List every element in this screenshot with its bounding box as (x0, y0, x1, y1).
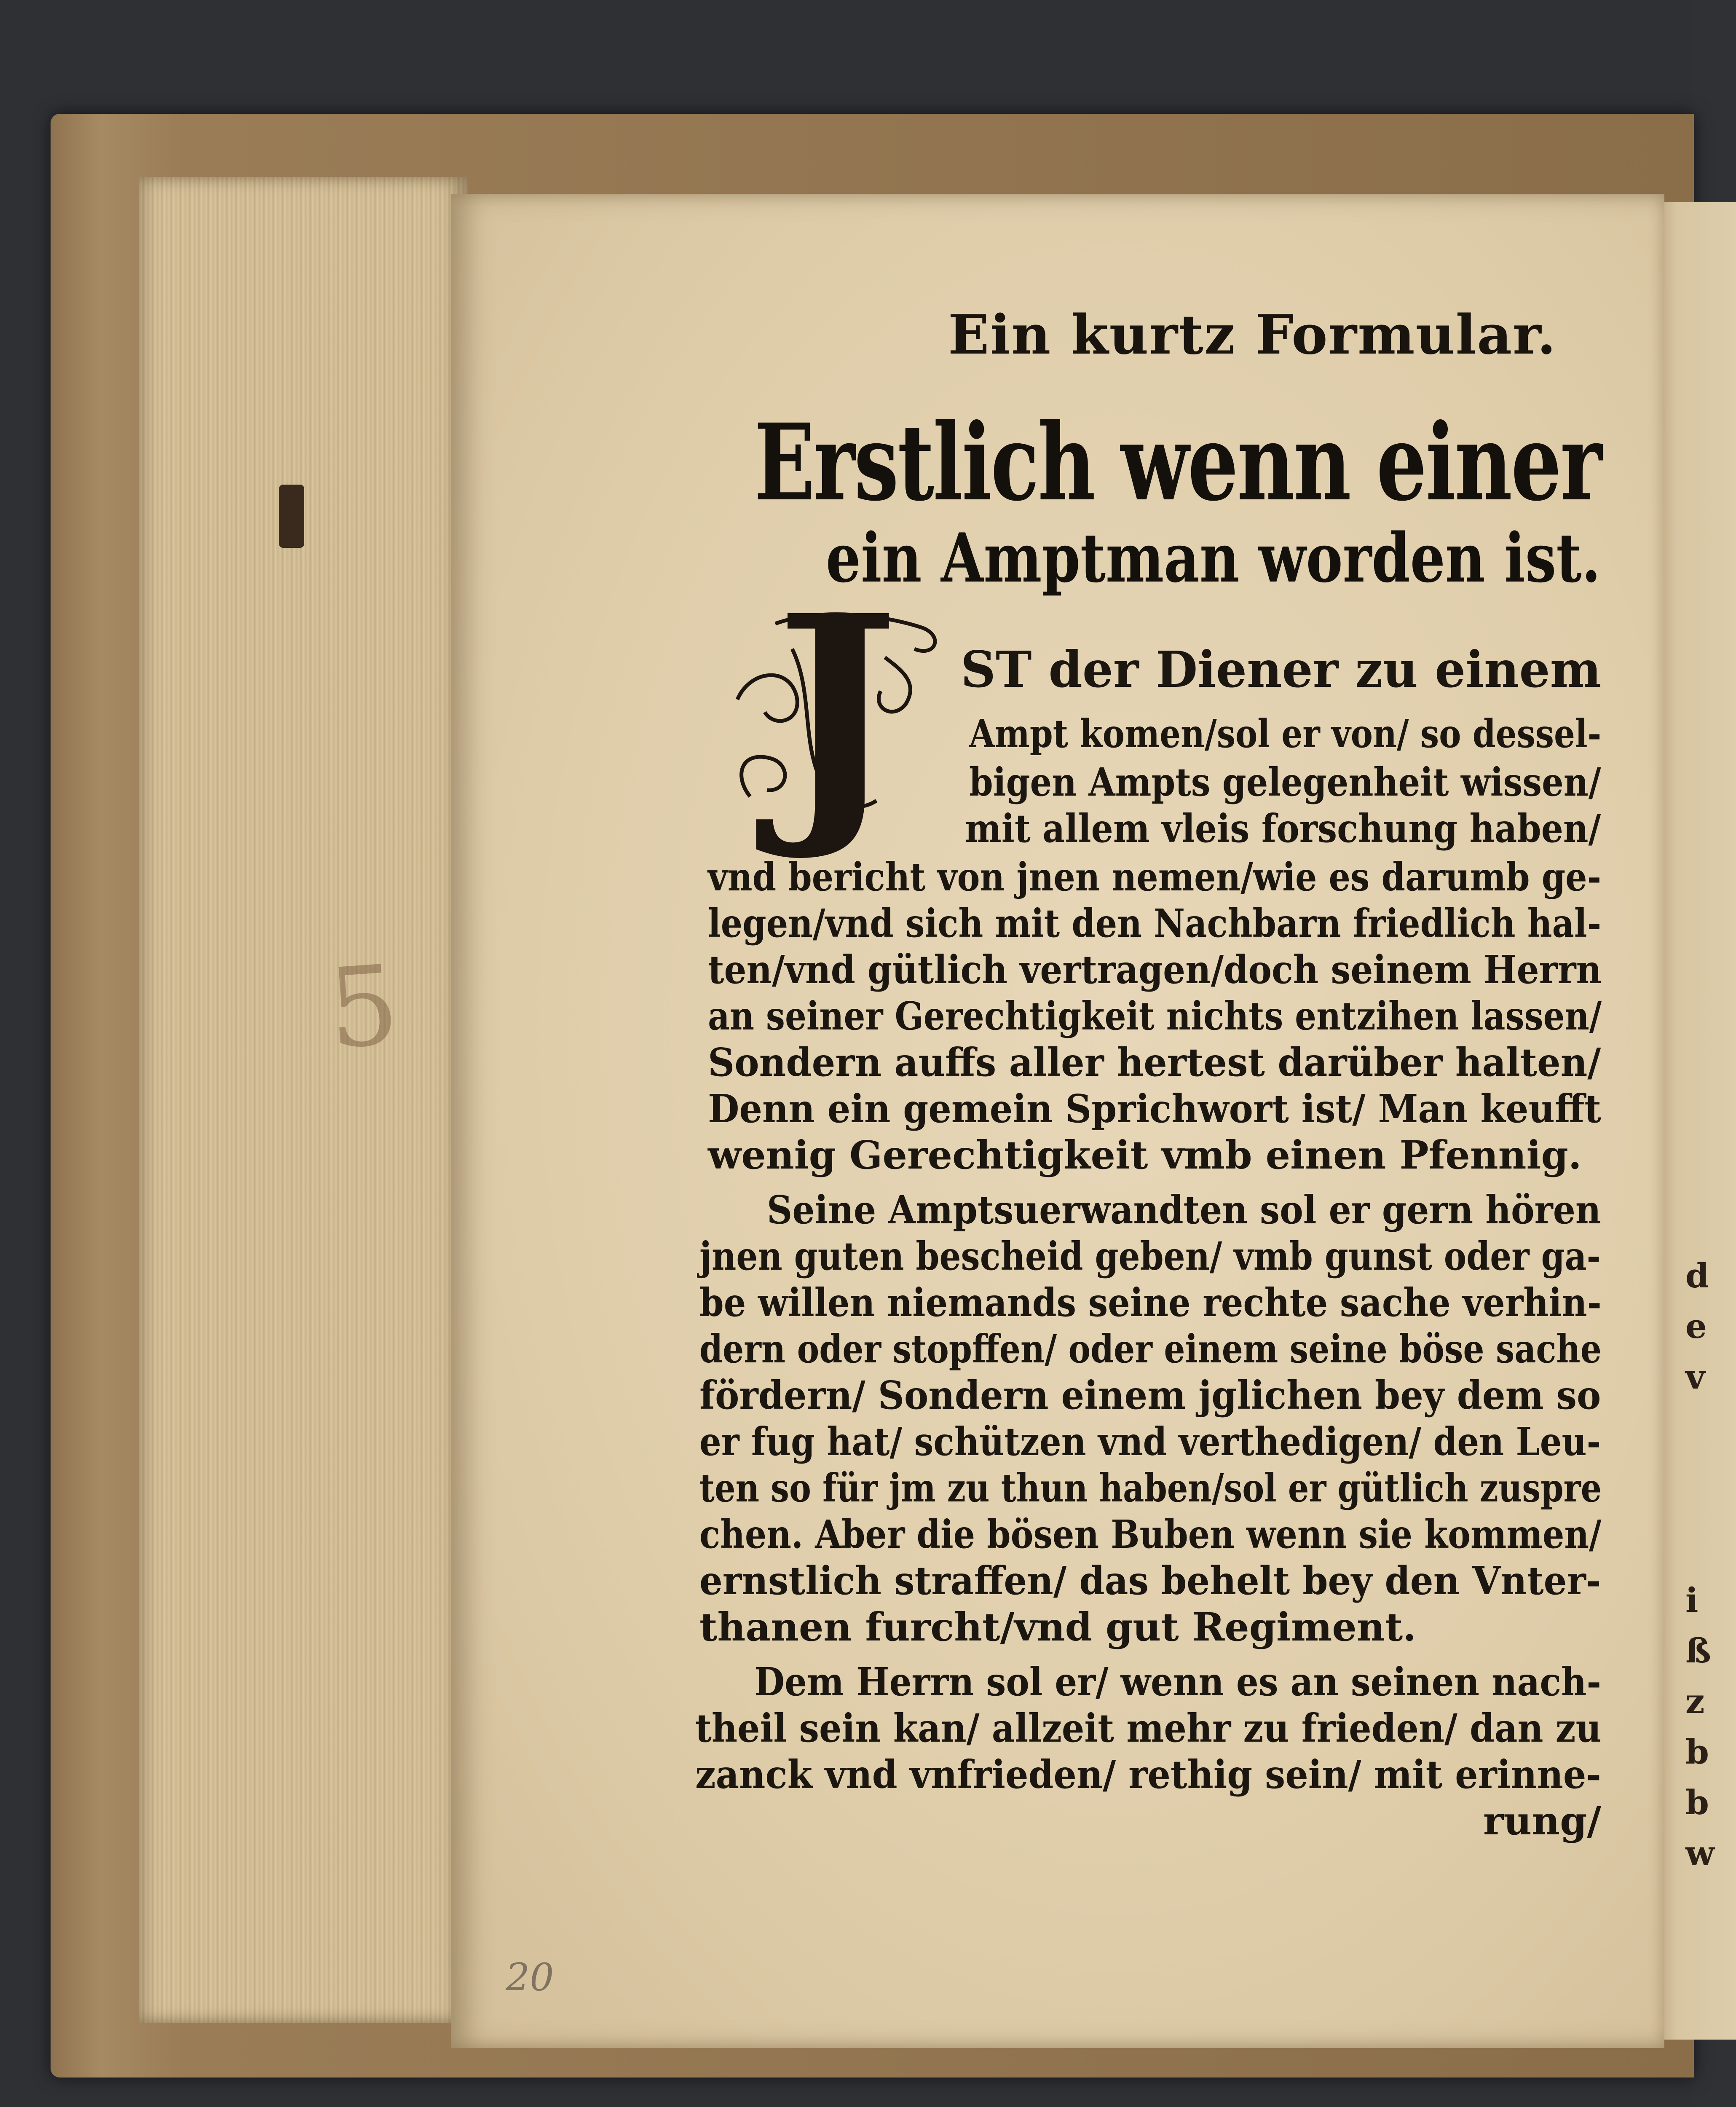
catchword: rung/ (1483, 1798, 1601, 1844)
text-line: Dem Herrn sol er/ wenn es an seinen nach- (754, 1659, 1601, 1705)
text-line: Seine Amptsuerwandten sol er gern hören (767, 1187, 1601, 1233)
facing-glyph: v (1685, 1357, 1705, 1397)
handwritten-mark: 5 (324, 941, 403, 1074)
running-head: Ein kurtz Formular. (948, 303, 1557, 367)
text-line: be willen niemands seine rechte sache verhin- (699, 1280, 1602, 1325)
text-line: dern oder stopffen/ oder einem seine böse sache (699, 1326, 1602, 1372)
text-line: wenig Gerechtigkeit vmb einen Pfennig. (708, 1132, 1582, 1178)
text-line: Ampt komen/sol er von/ so dessel- (969, 711, 1602, 756)
text-line: er fug hat/ schützen vnd verthedigen/ den Leu- (699, 1419, 1601, 1464)
text-line: Sondern auffs aller hertest darüber halten/ (708, 1040, 1601, 1085)
facing-glyph: d (1685, 1256, 1709, 1295)
facing-page (1652, 202, 1736, 2040)
facing-glyph: e (1685, 1306, 1707, 1346)
ink-stain (279, 485, 304, 548)
text-line: thanen furcht/vnd gut Regiment. (699, 1604, 1417, 1650)
text-line: fördern/ Sondern einem jglichen bey dem so (699, 1372, 1601, 1418)
chapter-title-line-1: Erstlich wenn einer (754, 400, 1601, 524)
text-line: bigen Ampts gelegenheit wissen/ (969, 759, 1601, 805)
text-line: an seiner Gerechtigkeit nichts entzihen lassen/ (708, 993, 1602, 1039)
facing-glyph: b (1685, 1732, 1709, 1772)
text-line: ST der Diener zu einem (961, 640, 1602, 699)
text-line: ten/vnd gütlich vertragen/doch seinem Herrn (708, 947, 1602, 992)
folio-note: 20 (506, 1955, 554, 2000)
text-line: Denn ein gemein Sprichwort ist/ Man keufft (708, 1086, 1601, 1131)
facing-glyph: w (1685, 1833, 1715, 1873)
facing-glyph: ß (1685, 1631, 1711, 1670)
text-line: theil sein kan/ allzeit mehr zu frieden/ dan zu (695, 1705, 1602, 1751)
text-line: zanck vnd vnfrieden/ rethig sein/ mit erinne- (695, 1752, 1601, 1797)
facing-glyph: z (1685, 1681, 1705, 1721)
text-line: ernstlich straffen/ das behelt bey den Vnter- (699, 1558, 1601, 1603)
text-line: vnd bericht von jnen nemen/wie es darumb ge- (708, 854, 1602, 900)
text-line: ten so für jm zu thun haben/sol er gütlich zuspre (699, 1465, 1602, 1511)
text-line: legen/vnd sich mit den Nachbarn friedlich hal- (708, 901, 1602, 946)
decorated-initial (725, 559, 952, 866)
page-edge-block (139, 177, 468, 2023)
facing-glyph: i (1685, 1580, 1698, 1620)
text-line: chen. Aber die bösen Buben wenn sie kommen/ (699, 1512, 1602, 1557)
initial-letter: J (775, 559, 899, 866)
text-line: jnen guten bescheid geben/ vmb gunst oder ga- (699, 1233, 1601, 1279)
text-line: mit allem vleis forschung haben/ (965, 806, 1601, 851)
chapter-title-line-2: ein Amptman worden ist. (826, 518, 1601, 598)
facing-glyph: b (1685, 1783, 1709, 1822)
